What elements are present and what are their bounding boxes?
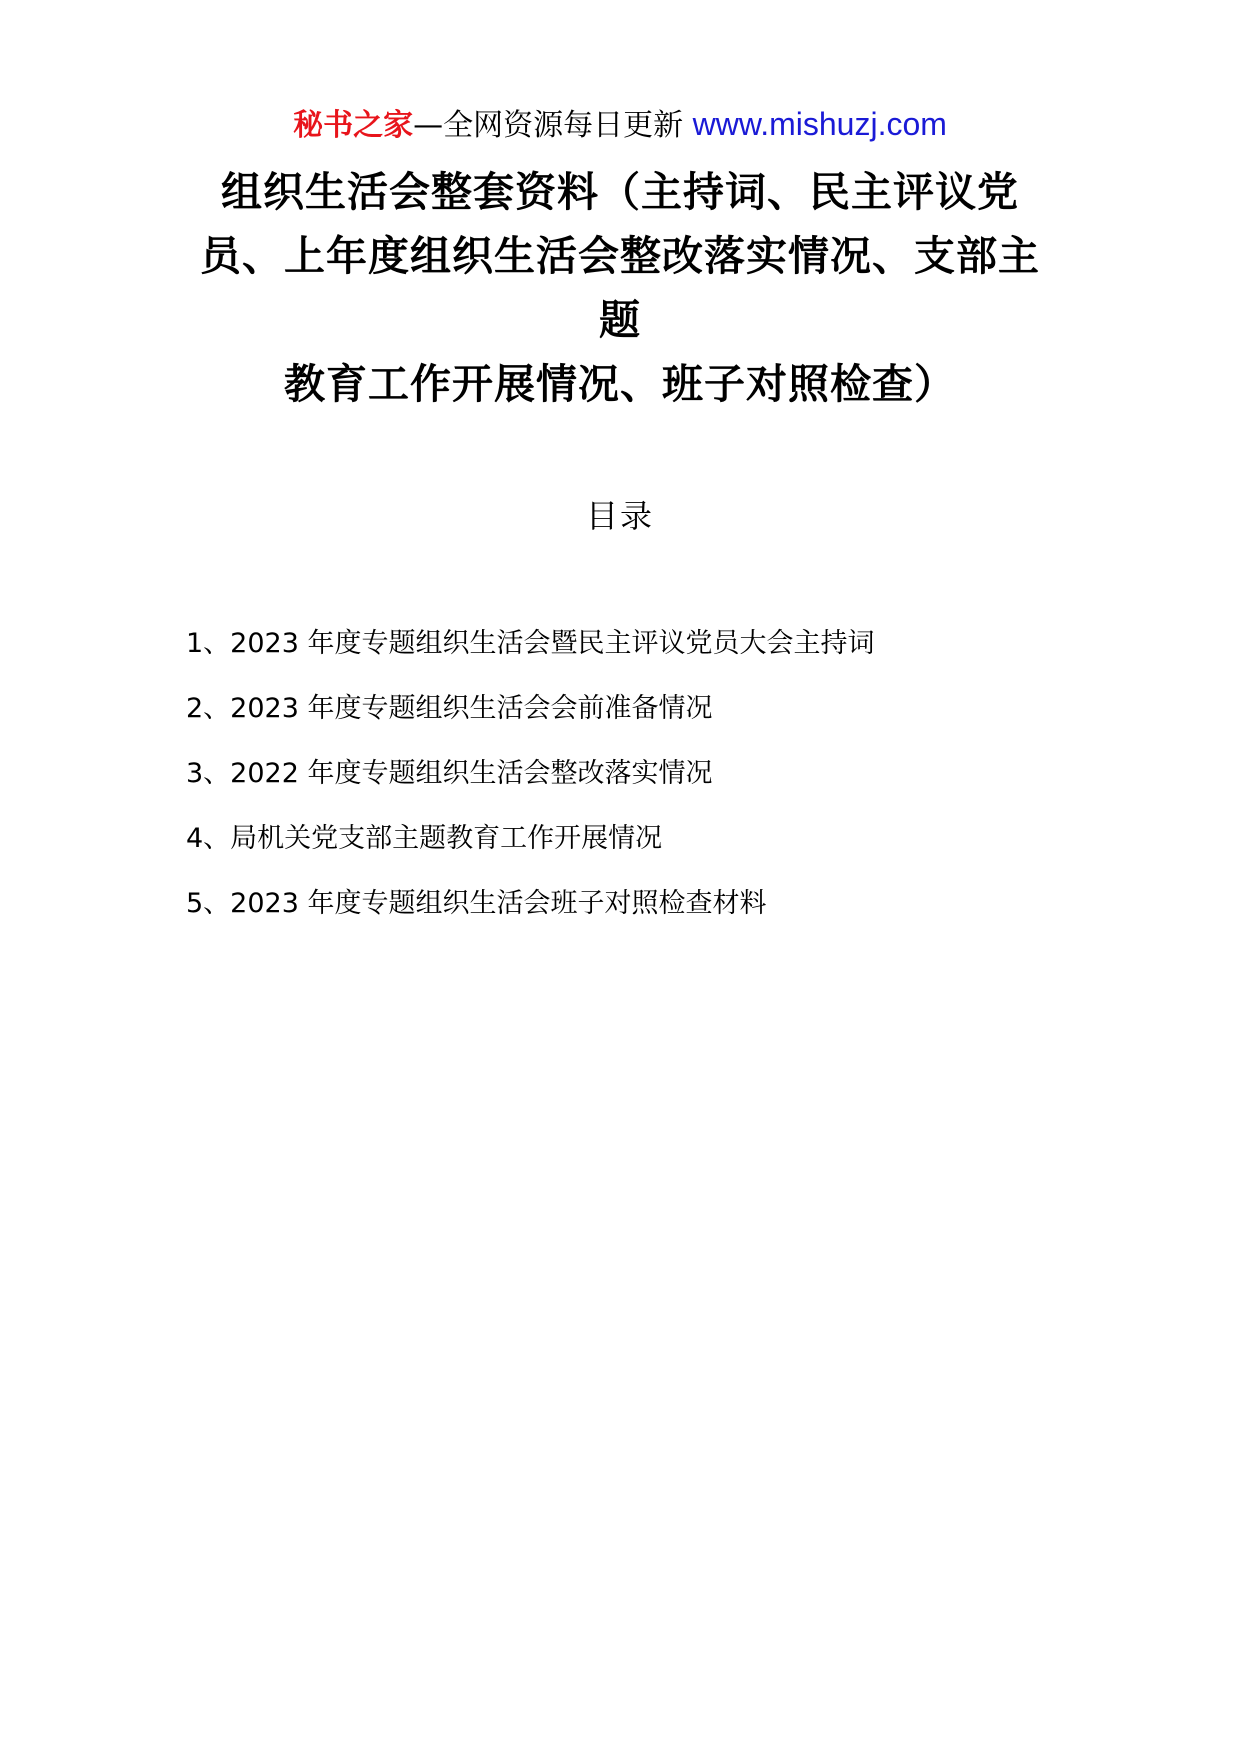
- table-of-contents: [186, 624, 1086, 949]
- site-brand: 秘书之家: [293, 108, 414, 143]
- toc-item[interactable]: 3、2022 年度专题组织生活会整改落实情况: [186, 758, 713, 789]
- toc-item[interactable]: 2、2023 年度专题组织生活会会前准备情况: [186, 693, 713, 724]
- site-header: [0, 104, 1240, 146]
- title-line: 题: [599, 296, 641, 344]
- toc-item[interactable]: 5、2023 年度专题组织生活会班子对照检查材料: [186, 888, 767, 919]
- toc-item[interactable]: 4、局机关党支部主题教育工作开展情况: [186, 823, 663, 854]
- document-title: [190, 160, 1050, 416]
- title-line: 组织生活会整套资料（主持词、民主评议党: [221, 168, 1019, 216]
- title-line: 教育工作开展情况、班子对照检查）: [284, 360, 956, 408]
- toc-heading: 目录: [585, 497, 654, 535]
- title-line: 员、上年度组织生活会整改落实情况、支部主: [200, 232, 1040, 280]
- site-tagline: —全网资源每日更新: [413, 108, 684, 143]
- site-url-link[interactable]: www.mishuzj.com: [692, 106, 947, 142]
- toc-item[interactable]: 1、2023 年度专题组织生活会暨民主评议党员大会主持词: [186, 628, 875, 659]
